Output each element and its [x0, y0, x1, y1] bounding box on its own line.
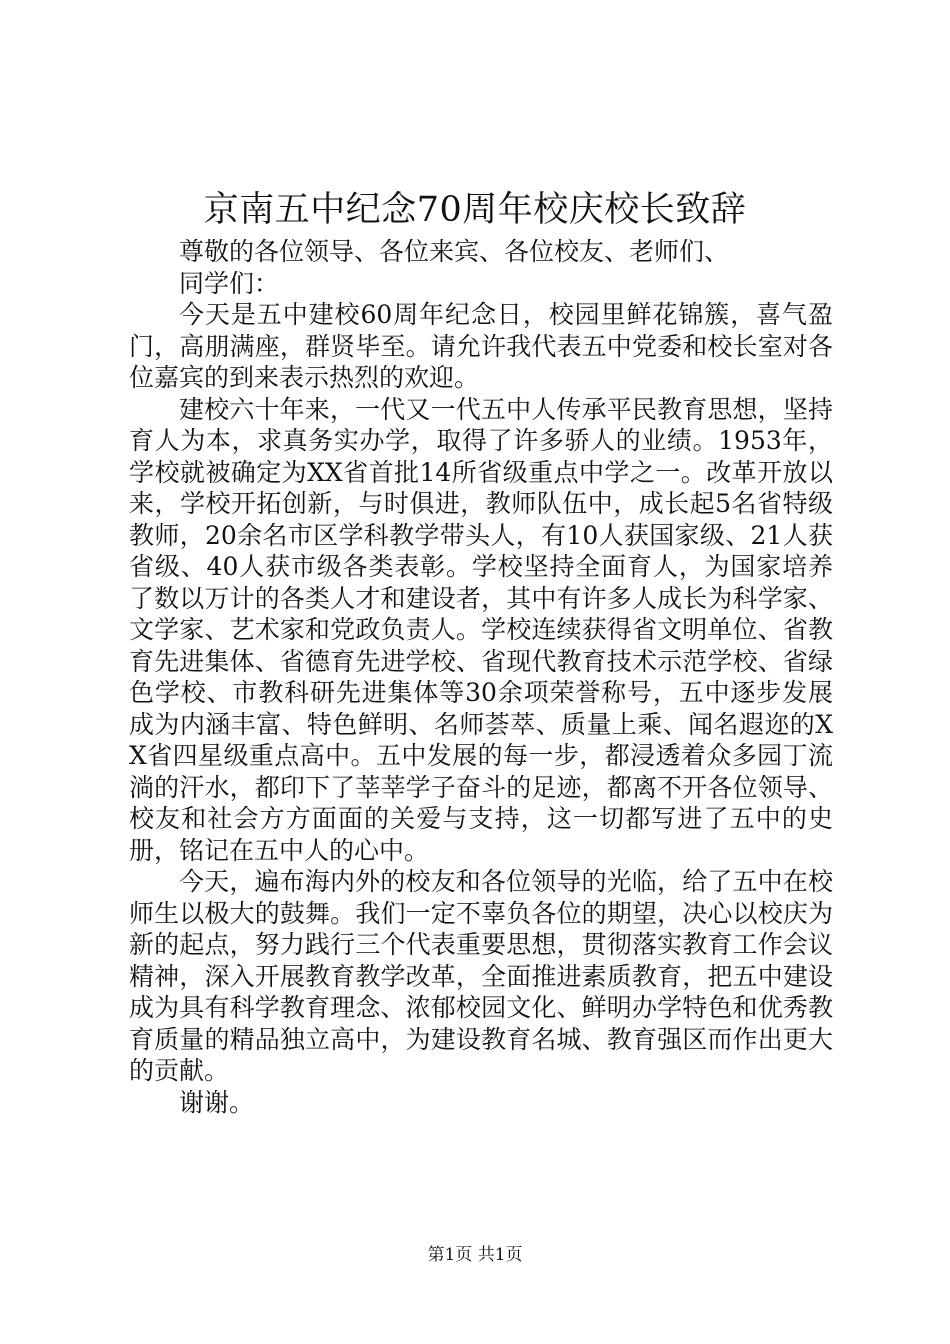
document-body	[129, 236, 833, 1118]
paragraph-outlook: 今天，遍布海内外的校友和各位领导的光临，给了五中在校师生以极大的鼓舞。我们一定不辜负各位的期望，决心以校庆为新的起点，努力践行三个代表重要思想，贯彻落实教育工作会议精神，深入开展教育教学改革，全面推进素质教育，把五中建设成为具有科学教育理念、浓郁校园文化、鲜明办学特色和优秀教育质量的精品独立高中，为建设教育名城、教育强区而作出更大的贡献。	[129, 867, 833, 1085]
salutation-line-2: 同学们：	[179, 268, 280, 298]
salutation-line-1: 尊敬的各位领导、各位来宾、各位校友、老师们、	[179, 237, 730, 266]
paragraph-history: 建校六十年来，一代又一代五中人传承平民教育思想，坚持育人为本，求真务实办学，取得了许多骄人的业绩。1953年，学校就被确定为XX省首批14所省级重点中学之一。改革开放以来，学校开拓创新，与时俱进，教师队伍中，成长起5名省特级教师，20余名市区学科教学带头人，有10人获国家级、21人获省级、40人获市级各类表彰。学校坚持全面育人，为国家培养了数以万计的各类人才和建设者，其中有许多人成长为科学家、文学家、艺术家和党政负责人。学校连续获得省文明单位、省教育先进集体、省德育先进学校、省现代教育技术示范学校、省绿色学校、市教科研先进集体等30余项荣誉称号，五中逐步发展成为内涵丰富、特色鲜明、名师荟萃、质量上乘、闻名遐迩的XX省四星级重点高中。五中发展的每一步，都浸透着众多园丁流淌的汗水，都印下了莘莘学子奋斗的足迹，都离不开各位领导、校友和社会方方面面的关爱与支持，这一切都写进了五中的史册，铭记在五中人的心中。	[129, 394, 833, 865]
paragraph-welcome: 今天是五中建校60周年纪念日，校园里鲜花锦簇，喜气盈门，高朋满座，群贤毕至。请允许我代表五中党委和校长室对各位嘉宾的到来表示热烈的欢迎。	[129, 300, 833, 392]
page-footer: 第1页 共1页	[427, 1245, 523, 1265]
closing-thanks: 谢谢。	[179, 1087, 255, 1117]
document-title: 京南五中纪念70周年校庆校长致辞	[203, 190, 747, 230]
